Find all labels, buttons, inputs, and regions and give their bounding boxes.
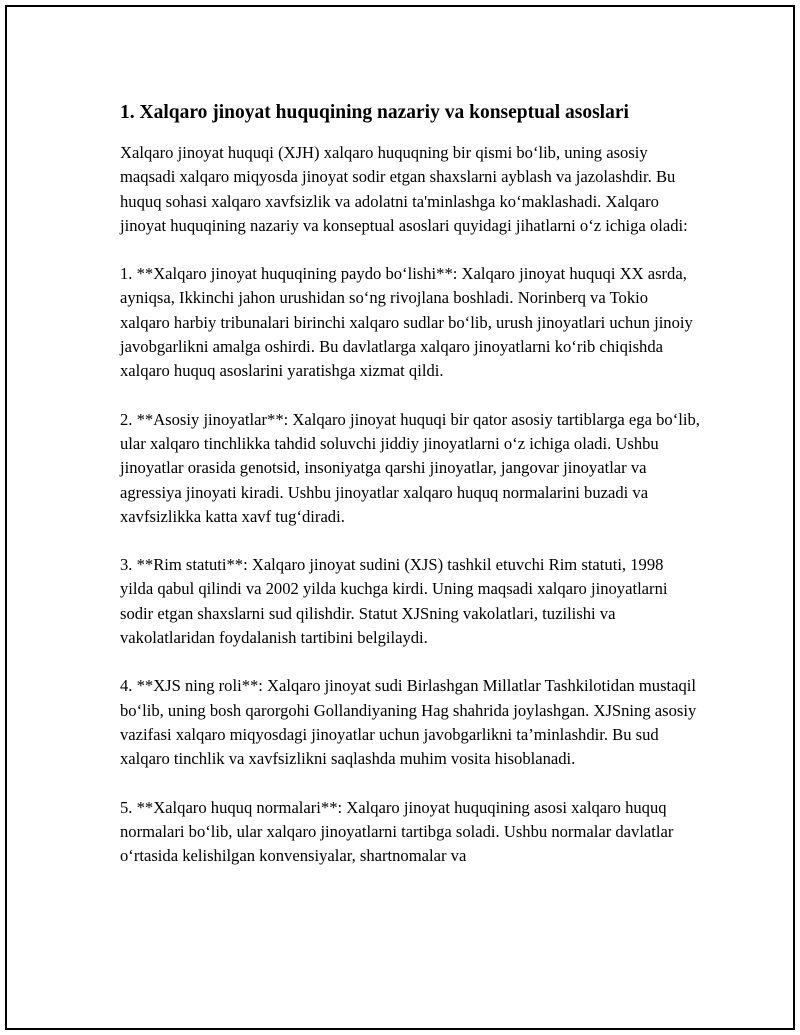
document-body: [120, 99, 700, 892]
intro-paragraph: Xalqaro jinoyat huquqi (XJH) xalqaro huquqning bir qismi bo‘lib, uning asosiy maqsadi xalqaro miqyosda jinoyat sodir etgan shaxslarni ayblash va jazolashdir. Bu huquq sohasi xalqaro xavfsizlik va adolatni ta'minlashga ko‘maklashadi. Xalqaro jinoyat huquqining nazariy va konseptual asoslari quyidagi jihatlarni o‘z ichiga oladi:: [120, 143, 688, 235]
paragraph-icc-role: 4. **XJS ning roli**: Xalqaro jinoyat sudi Birlashgan Millatlar Tashkilotidan mustaqil bo‘lib, uning bosh qarorgohi Gollandiyaning Hag shahrida joylashgan. XJSning asosiy vazifasi xalqaro miqyosdagi jinoyatlar uchun javobgarlikni ta’minlashdir. Bu sud xalqaro tinchlik va xavfsizlikni saqlashda muhim vosita hisoblanadi.: [120, 676, 697, 769]
document-page: [5, 5, 795, 1030]
paragraph-core-crimes: 2. **Asosiy jinoyatlar**: Xalqaro jinoyat huquqi bir qator asosiy tartiblarga ega bo‘lib, ular xalqaro tinchlikka tahdid soluvchi jiddiy jinoyatlarni o‘z ichiga oladi. Ushbu jinoyatlar orasida genotsid, insoniyatga qarshi jinoyatlar, jangovar jinoyatlar va agressiya jinoyati kiradi. Ushbu jinoyatlar xalqaro huquq normalarini buzadi va xavfsizlikka katta xavf tug‘diradi.: [120, 409, 700, 526]
paragraph-rome-statute: 3. **Rim statuti**: Xalqaro jinoyat sudini (XJS) tashkil etuvchi Rim statuti, 1998 yilda qabul qilindi va 2002 yilda kuchga kirdi. Uning maqsadi xalqaro jinoyatlarni sodir etgan shaxslarni sud qilishdir. Statut XJSning vakolatlari, tuzilishi va vakolatlaridan foydalanish tartibini belgilaydi.: [120, 555, 668, 648]
paragraph-origin: 1. **Xalqaro jinoyat huquqining paydo bo‘lishi**: Xalqaro jinoyat huquqi XX asrda, ayniqsa, Ikkinchi jahon urushidan so‘ng rivojlana boshladi. Norinberq va Tokio xalqaro harbiy tribunalari birinchi xalqaro sudlar bo‘lib, urush jinoyatlari uchun jinoiy javobgarlikni amalga oshirdi. Bu davlatlarga xalqaro jinoyatlarni ko‘rib chiqishda xalqaro huquq asoslarini yaratishga xizmat qildi.: [120, 264, 693, 381]
section-heading: 1. Xalqaro jinoyat huquqining nazariy va konseptual asoslari: [120, 102, 629, 123]
paragraph-legal-norms: 5. **Xalqaro huquq normalari**: Xalqaro jinoyat huquqining asosi xalqaro huquq normalari bo‘lib, ular xalqaro jinoyatlarni tartibga soladi. Ushbu normalar davlatlar o‘rtasida kelishilgan konvensiyalar, shartnomalar va: [120, 797, 674, 866]
